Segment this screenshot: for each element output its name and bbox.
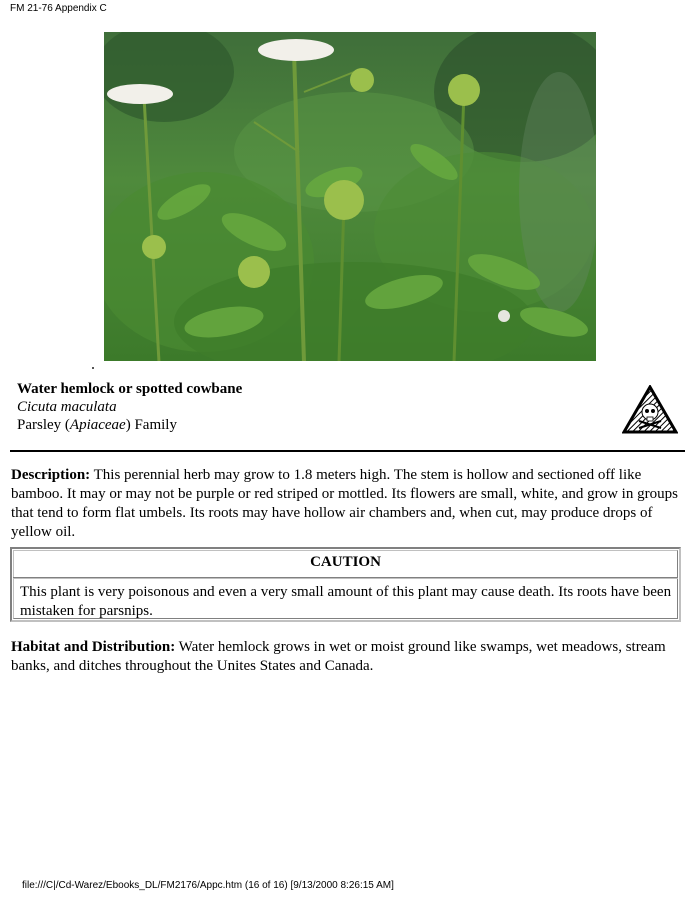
caution-text: This plant is very poisonous and even a very small amount of this plant may cause death. Its roots have been mistaken for parsnips. [20,584,672,619]
habitat-text: Water hemlock grows in wet or moist ground like swamps, wet meadows, stream banks, and ditches throughout the Unites States and Canada. [11,639,666,674]
plant-name-block [17,380,242,434]
description-text: This perennial herb may grow to 1.8 meters high. The stem is hollow and sectioned off like bamboo. It may or may not be purple or red striped or mottled. Its flowers are small, white, and grow in groups that tend to form flat umbels. Its roots may have hollow air chambers and, when cut, may produce drops of yellow oil. [11,467,678,540]
caution-separator [13,577,678,579]
caution-box [10,547,681,622]
common-name: Water hemlock or spotted cowbane [17,381,243,397]
scientific-name: Cicuta maculata [17,399,117,415]
family-name: Apiaceae [69,417,126,433]
description-label: Description: [11,467,91,483]
stray-dot [92,367,94,369]
plant-photo [104,32,596,361]
page-footer: file:///C|/Cd-Warez/Ebooks_DL/FM2176/Appc.htm (16 of 16) [9/13/2000 8:26:15 AM] [22,880,394,891]
description-paragraph [11,466,684,542]
habitat-paragraph [11,638,684,676]
skull-warning-icon [622,385,678,435]
family-suffix: ) Family [125,417,177,433]
habitat-label: Habitat and Distribution: [11,639,176,655]
caution-title: CAUTION [310,554,381,570]
section-divider [10,450,685,452]
page-header: FM 21-76 Appendix C [10,3,107,14]
family-prefix: Parsley ( [17,417,70,433]
family-line [17,416,242,434]
